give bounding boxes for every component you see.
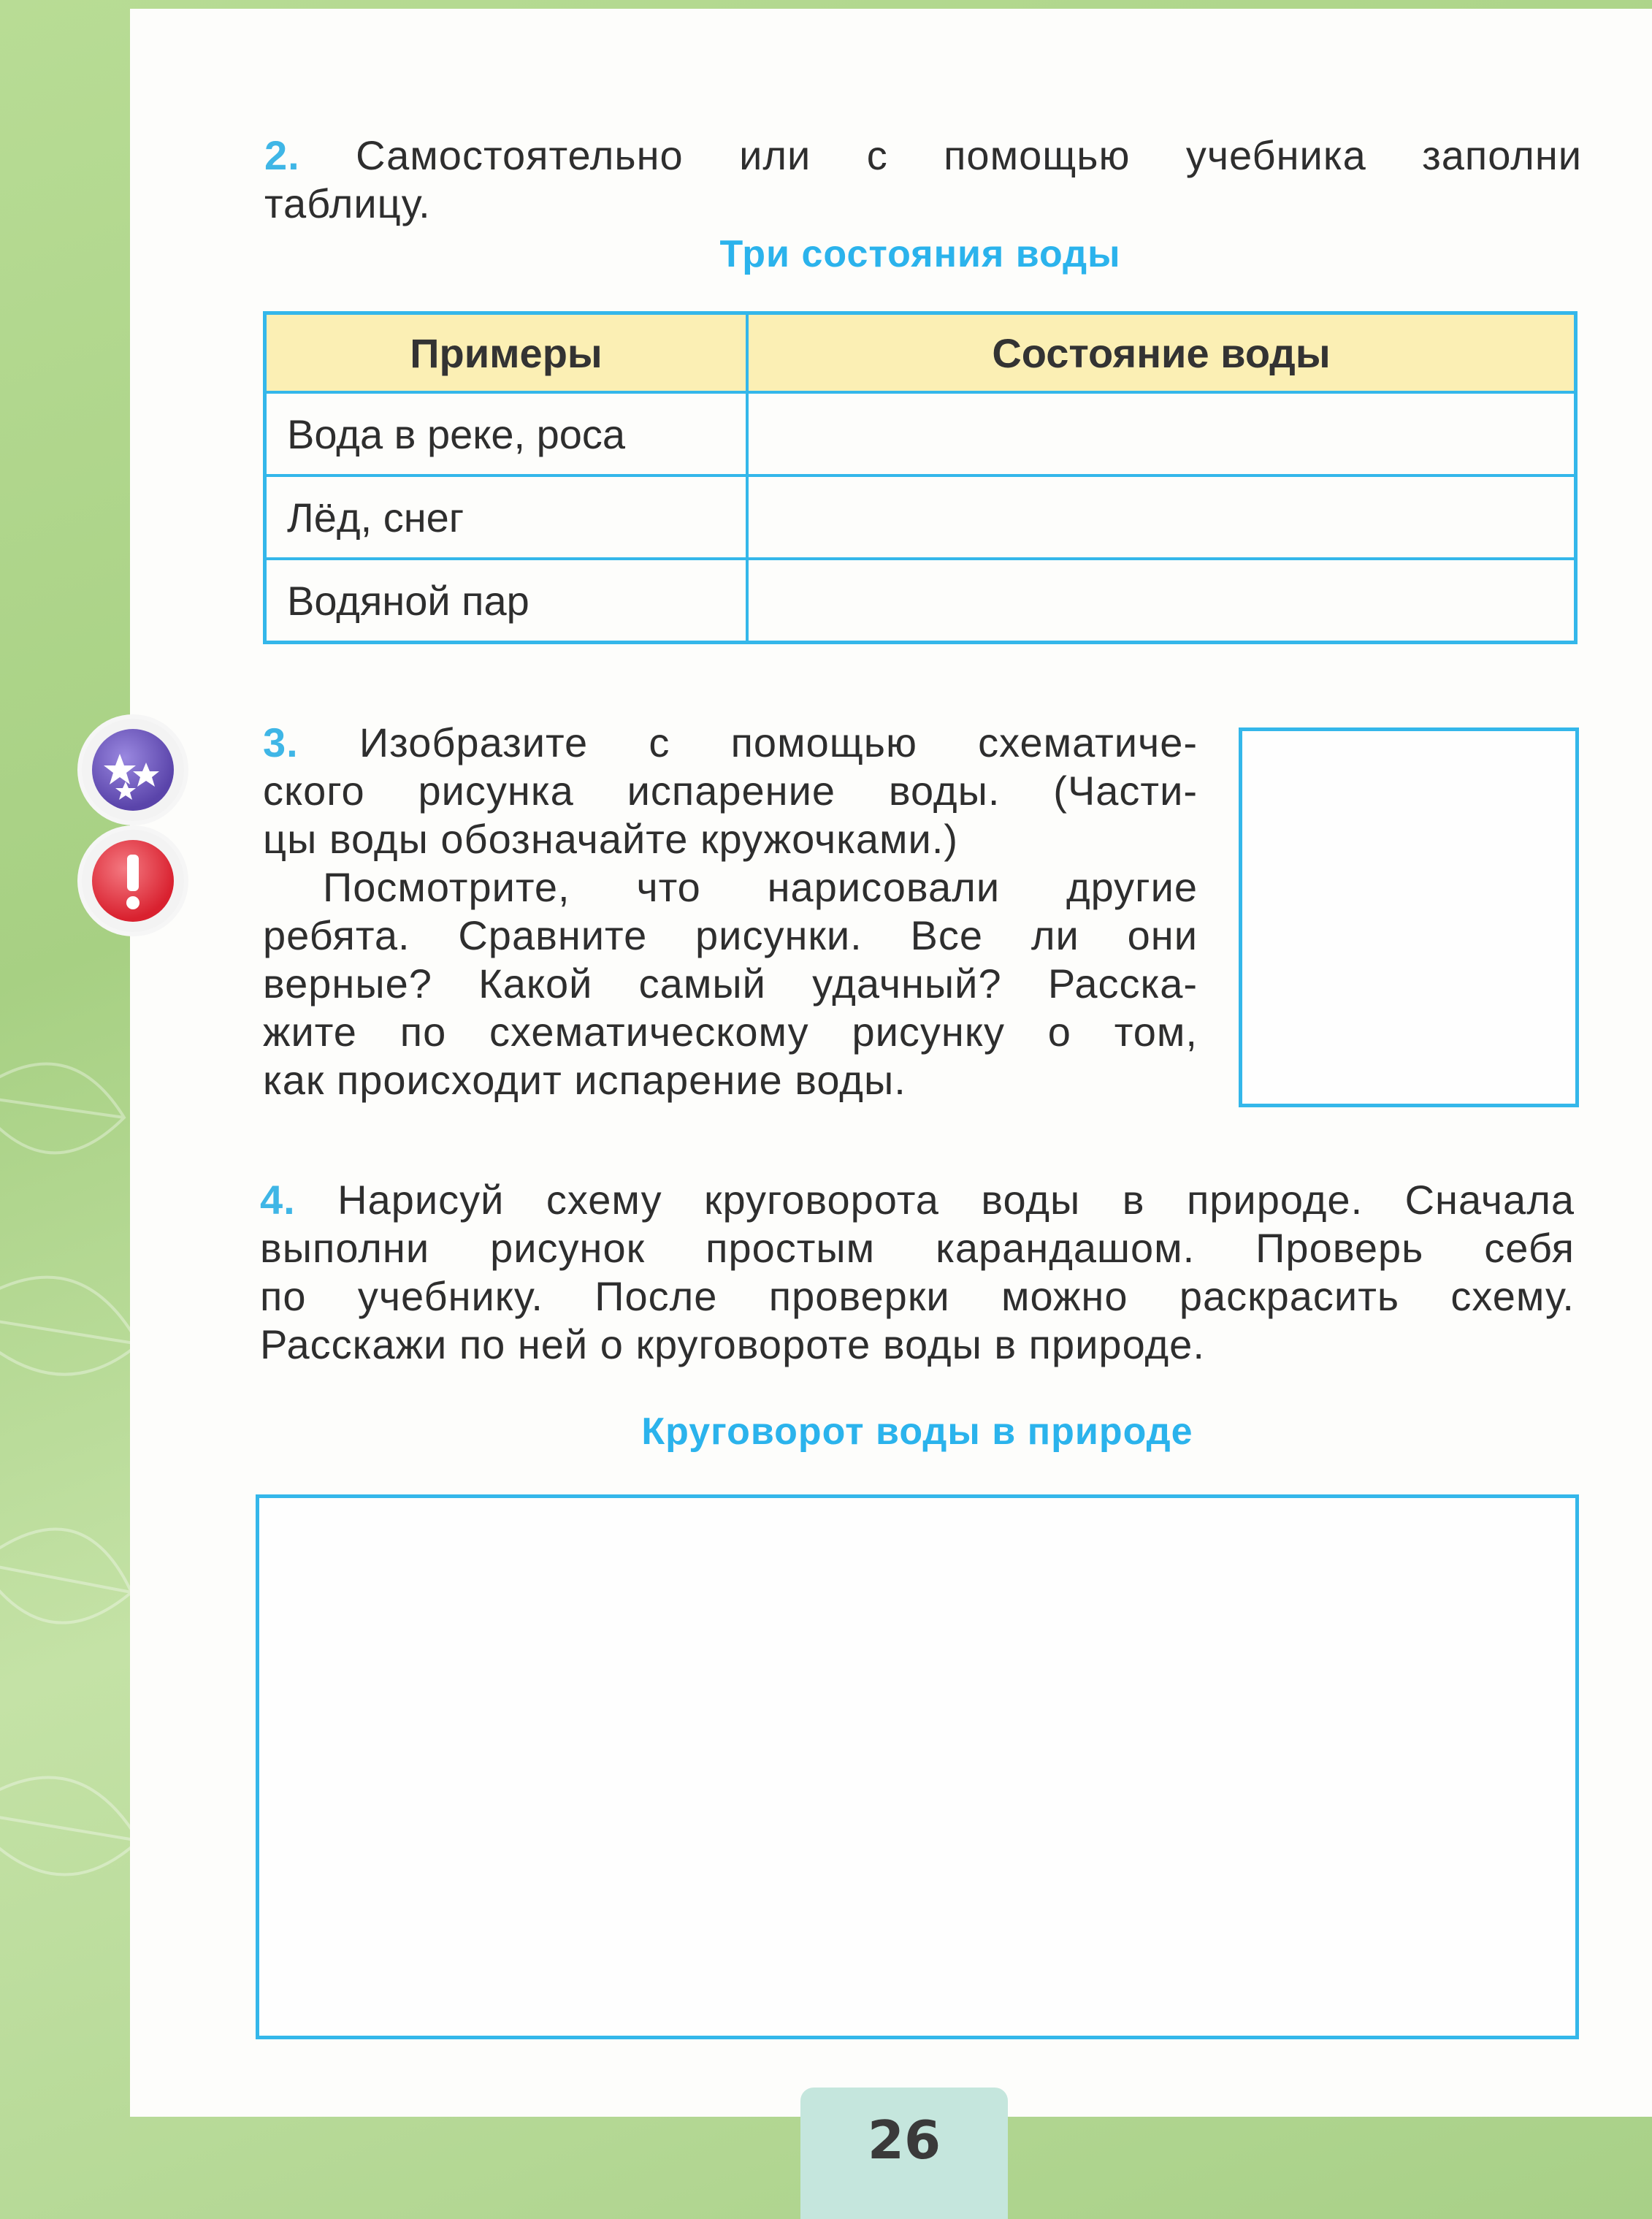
task4-line: Расскажи по ней о круговороте воды в природе. [260, 1321, 1205, 1367]
stars-badge [82, 719, 184, 821]
task3-text [263, 719, 1198, 1104]
evaporation-drawing-box[interactable] [1239, 727, 1579, 1107]
table-title: Три состояния воды [719, 233, 1121, 275]
table-row [265, 392, 1576, 476]
task3-line: как происходит испарение воды. [263, 1057, 906, 1103]
state-answer-cell[interactable] [747, 559, 1576, 643]
example-cell: Водяной пар [265, 559, 748, 643]
table-header-row [265, 313, 1576, 393]
task4-line: по учебнику. После проверки можно раскрасить схему. [260, 1273, 1575, 1319]
task3-line: верные? Какой самый удачный? Расска- [263, 960, 1198, 1007]
table-row [265, 476, 1576, 559]
task3-line: цы воды обозначайте кружочками.) [263, 816, 959, 862]
task2-line2: таблицу. [264, 180, 431, 226]
page-number: 26 [867, 2109, 941, 2171]
task3-line: ребята. Сравните рисунки. Все ли они [263, 912, 1198, 958]
task2-line1: 2. Самостоятельно или с помощью учебника заполни [264, 132, 1583, 178]
task4-number: 4. [260, 1177, 296, 1223]
task3-line: жите по схематическому рисунку о том, [263, 1009, 1198, 1055]
water-cycle-drawing-box[interactable] [256, 1494, 1579, 2039]
state-answer-cell[interactable] [747, 476, 1576, 559]
exclamation-badge [82, 830, 184, 932]
task3-line: 3. Изобразите с помощью схематиче- [263, 719, 1198, 765]
example-cell: Вода в реке, роса [265, 392, 748, 476]
state-answer-cell[interactable] [747, 392, 1576, 476]
task4-line: выполни рисунок простым карандашом. Проверь себя [260, 1225, 1575, 1271]
task4-line: 4. Нарисуй схему круговорота воды в природе. Сначала [260, 1177, 1575, 1223]
header-state: Состояние воды [747, 313, 1576, 393]
stars-icon [92, 729, 174, 811]
water-states-table [263, 311, 1578, 644]
task3-line: ского рисунка испарение воды. (Части- [263, 768, 1198, 814]
page-number-tab [800, 2088, 1008, 2219]
example-cell: Лёд, снег [265, 476, 748, 559]
task4-text [260, 1176, 1575, 1369]
table-row [265, 559, 1576, 643]
water-cycle-title: Круговорот воды в природе [641, 1410, 1193, 1453]
header-examples: Примеры [265, 313, 748, 393]
task3-number: 3. [263, 719, 299, 765]
task3-line: Посмотрите, что нарисовали другие [323, 864, 1198, 910]
exclamation-icon [92, 840, 174, 922]
leaf-pattern [0, 1008, 146, 2104]
task2-number: 2. [264, 132, 300, 178]
